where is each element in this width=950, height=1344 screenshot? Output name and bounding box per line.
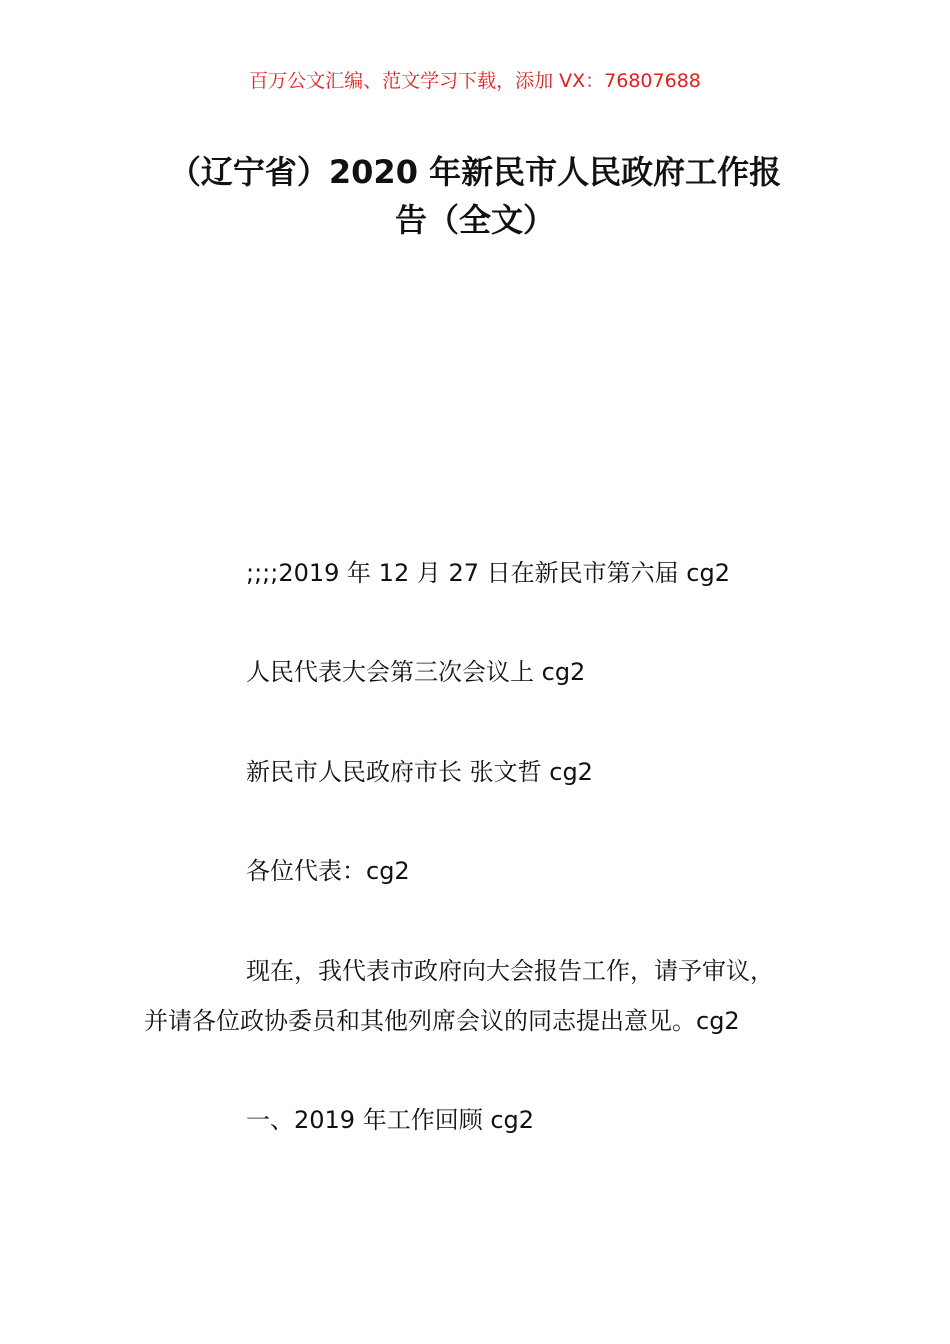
- document-title-line-2: 告（全文）: [394, 201, 555, 239]
- paragraph-mayor: 新民市人民政府市长 张文哲 cg2: [246, 758, 593, 786]
- document-title-line-1: （辽宁省）2020 年新民市人民政府工作报: [168, 153, 782, 191]
- paragraph-date-meeting: ;;;;2019 年 12 月 27 日在新民市第六届 cg2: [246, 559, 730, 587]
- header-banner: 百万公文汇编、范文学习下载，添加 VX：76807688: [249, 70, 701, 92]
- document-title: [140, 148, 810, 244]
- paragraph-opening-line-1: 现在，我代表市政府向大会报告工作，请予审议，: [246, 957, 774, 985]
- paragraph-opening-line-2: 并请各位政协委员和其他列席会议的同志提出意见。cg2: [144, 1007, 740, 1035]
- paragraph-congress-session: 人民代表大会第三次会议上 cg2: [246, 658, 586, 686]
- section-heading-review: 一、2019 年工作回顾 cg2: [246, 1106, 535, 1134]
- paragraph-salutation: 各位代表：cg2: [246, 857, 410, 885]
- paragraph-opening: [144, 946, 844, 1046]
